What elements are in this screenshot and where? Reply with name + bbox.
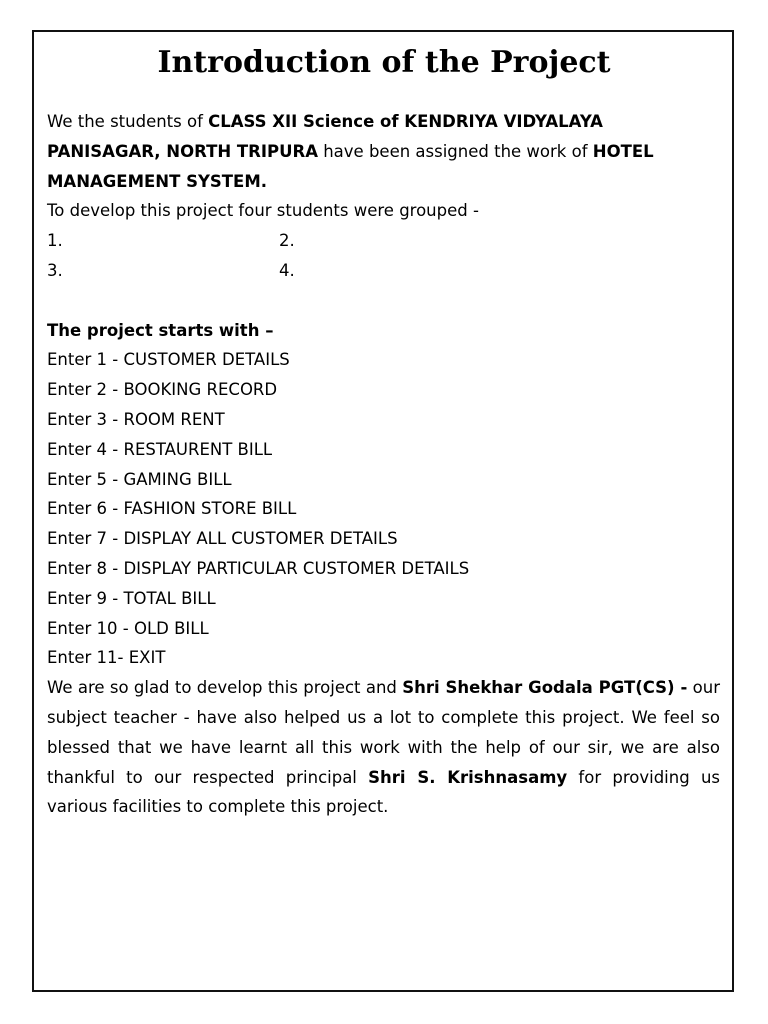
menu-item: Enter 10 - OLD BILL (47, 618, 209, 638)
page-title: Introduction of the Project (157, 45, 611, 80)
starts-heading-text: The project starts with – (47, 320, 274, 340)
group-line: To develop this project four students were grouped - (47, 201, 479, 221)
closing-teacher: Shri Shekhar Godala PGT(CS) - (402, 678, 688, 698)
member-3: 3. (47, 260, 63, 280)
intro-paragraph (47, 107, 720, 196)
closing-text-2: our subject teacher - have also helped us a lot to complete this project. We feel so blessed that we have learnt all this work with the help of our sir, we are also thankful to our respected principal (47, 678, 720, 787)
member-row-1 (47, 226, 720, 256)
menu-item: Enter 6 - FASHION STORE BILL (47, 499, 297, 519)
member-4: 4. (279, 260, 295, 280)
menu-item: Enter 3 - ROOM RENT (47, 409, 225, 429)
member-2: 2. (279, 231, 295, 251)
menu-item: Enter 4 - RESTAURENT BILL (47, 439, 273, 459)
closing-paragraph (47, 673, 720, 822)
menu-list (47, 345, 720, 673)
intro-text-1: We the students of (47, 112, 209, 131)
closing-text-1: We are so glad to develop this project and (47, 678, 403, 698)
menu-item: Enter 2 - BOOKING RECORD (47, 380, 278, 400)
document-body (47, 107, 720, 822)
menu-item: Enter 7 - DISPLAY ALL CUSTOMER DETAILS (47, 529, 398, 549)
spacer (47, 286, 720, 316)
intro-school: CLASS XII Science of KENDRIYA VIDYALAYA PANISAGAR, NORTH TRIPURA (47, 112, 603, 161)
closing-principal: Shri S. Krishnasamy (368, 767, 568, 787)
menu-item: Enter 5 - GAMING BILL (47, 469, 232, 489)
closing-text-3: for providing us various facilities to complete this project. (47, 767, 720, 817)
menu-item: Enter 11- EXIT (47, 648, 166, 668)
intro-text-2: have been assigned the work of (317, 141, 593, 161)
member-row-2 (47, 256, 720, 286)
starts-heading (47, 316, 720, 346)
intro-project-name: HOTEL MANAGEMENT SYSTEM. (47, 141, 654, 191)
menu-item: Enter 1 - CUSTOMER DETAILS (47, 350, 290, 370)
menu-item: Enter 9 - TOTAL BILL (47, 588, 216, 608)
menu-item: Enter 8 - DISPLAY PARTICULAR CUSTOMER DETAILS (47, 558, 470, 578)
member-1: 1. (47, 231, 63, 251)
